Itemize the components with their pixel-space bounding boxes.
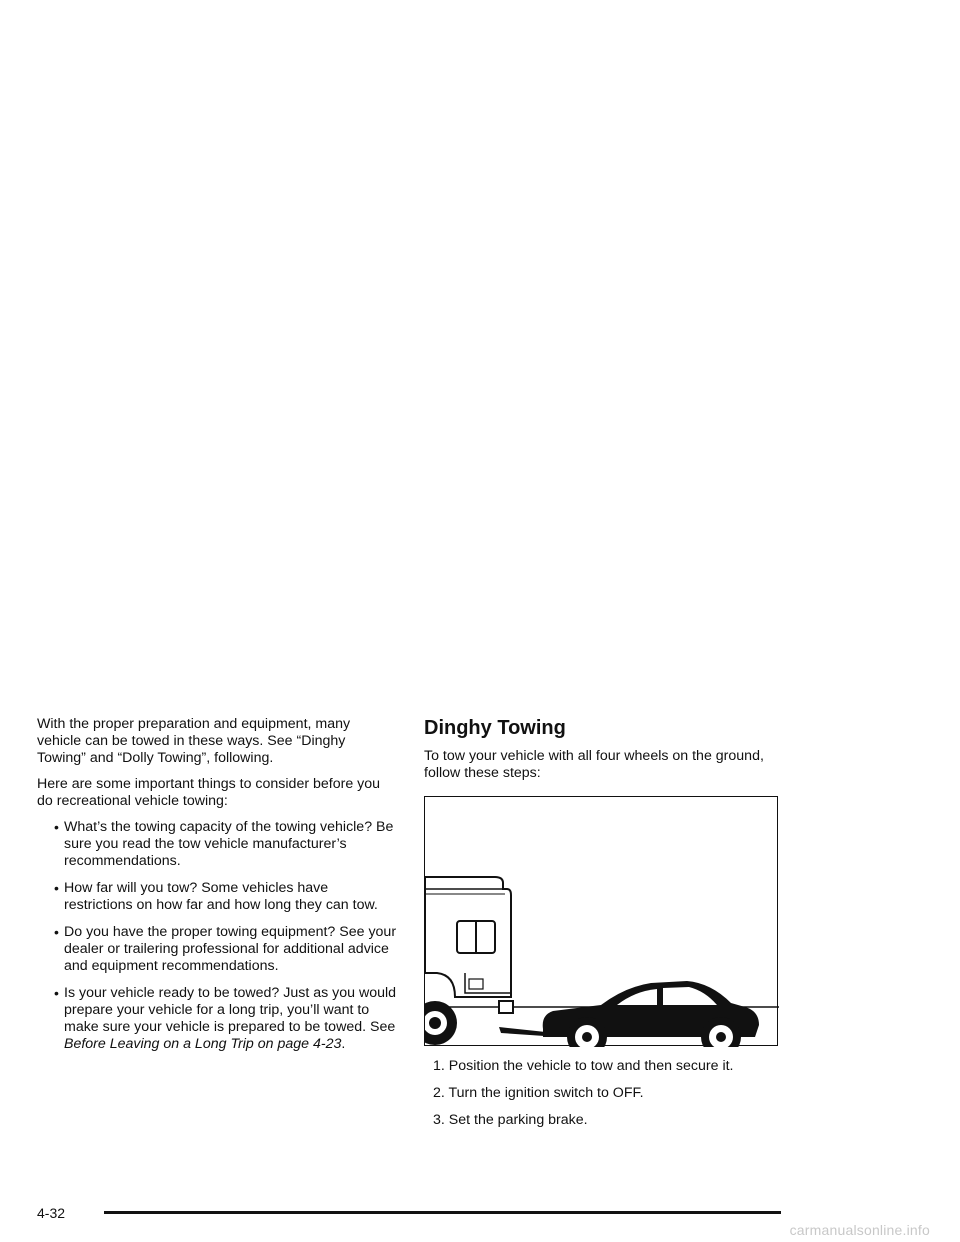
bullet-icon: • — [54, 985, 59, 1001]
rv-towing-car-icon — [425, 797, 779, 1047]
list-item: 2. Turn the ignition switch to OFF. — [433, 1085, 644, 1101]
cross-reference-link[interactable]: Before Leaving on a Long Trip on page 4-23 — [64, 1036, 342, 1052]
bullet-icon: • — [54, 880, 59, 896]
steps-list — [424, 1058, 794, 1129]
intro-paragraph: With the proper preparation and equipment, many vehicle can be towed in these ways. See “Dinghy Towing” and “Dolly Towing”, following. — [37, 716, 351, 766]
page-number: 4-32 — [37, 1205, 66, 1221]
list-item: 3. Set the parking brake. — [433, 1112, 588, 1128]
section-heading: Dinghy Towing — [424, 717, 566, 739]
list-item: • Is your vehicle ready to be towed? Just as you would prepare your vehicle for a long trip, you’ll want to make sure your vehicle is prepared to be towed. See Before Leaving on a Long Trip on page 4-23. — [54, 985, 397, 1052]
left-column — [37, 716, 397, 1063]
list-item: • How far will you tow? Some vehicles have restrictions on how far and how long they can tow. — [54, 880, 378, 913]
dinghy-intro: To tow your vehicle with all four wheels on the ground, follow these steps: — [424, 748, 764, 781]
list-item: 1. Position the vehicle to tow and then secure it. — [433, 1058, 734, 1074]
considerations-paragraph: Here are some important things to consider before you do recreational vehicle towing: — [37, 776, 381, 809]
dinghy-towing-illustration — [424, 796, 778, 1046]
footer-divider — [104, 1211, 781, 1214]
list-item: • What’s the towing capacity of the towing vehicle? Be sure you read the tow vehicle manufacturer’s recommendations. — [54, 819, 394, 869]
bullet-icon: • — [54, 924, 59, 940]
list-item: • Do you have the proper towing equipment? See your dealer or trailering professional for additional advice and equipment recommendations. — [54, 924, 397, 974]
bullet-icon: • — [54, 819, 59, 835]
right-column — [424, 716, 794, 1139]
considerations-list — [37, 819, 397, 1053]
watermark: carmanualsonline.info — [789, 1222, 930, 1238]
